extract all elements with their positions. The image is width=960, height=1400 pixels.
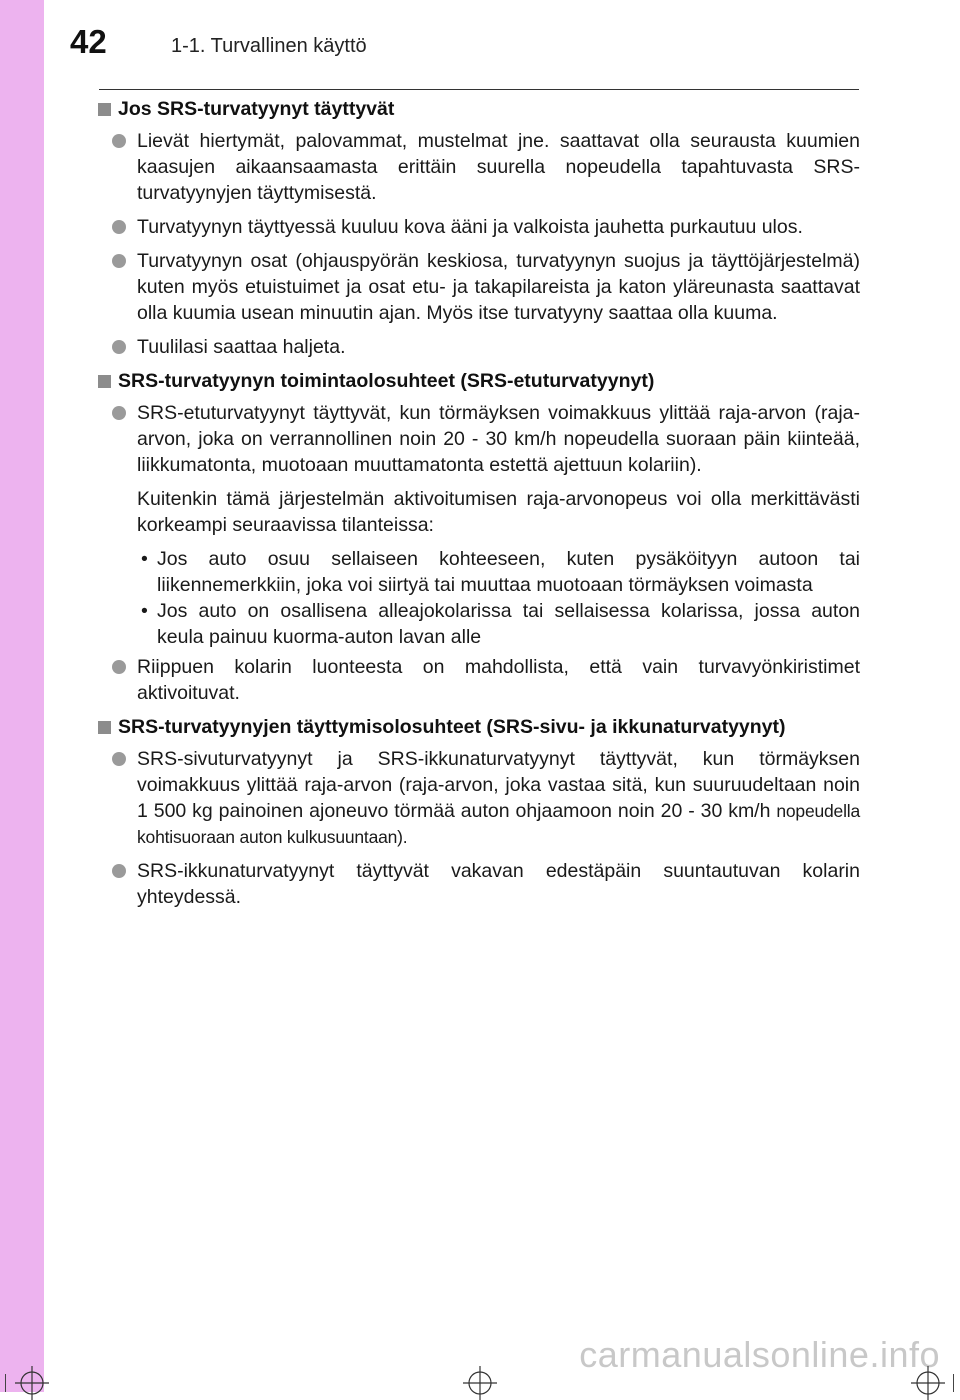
square-bullet-icon bbox=[98, 721, 111, 734]
sub-bullet-item: • Jos auto on osallisena alleajokolarissa tai sellaisessa kolarissa, jossa auton keula painuu kuorma-auton lavan alle bbox=[141, 600, 860, 648]
bullet-item: Lievät hiertymät, palovammat, mustelmat jne. saattavat olla seurausta kuumien kaasujen aikaansaamasta erittäin suurella nopeudella tapahtuvasta SRS-turvatyynyjen täyttymisestä. bbox=[98, 128, 860, 206]
bullet-item: Turvatyynyn osat (ohjauspyörän keskiosa, turvatyynyn suojus ja täyttöjärjestelmä) kuten myös etuistuimet ja osat etu- ja takapilareista ja katon yläreunasta saattavat olla kuumia usean minuutin ajan. Myös itse turvatyyny saattaa olla kuuma. bbox=[98, 248, 860, 326]
bullet-item-tail: nopeudella kohtisuoraan auton kulkusuuntaan). bbox=[137, 801, 860, 847]
registration-mark-icon bbox=[911, 1366, 945, 1400]
circle-bullet-icon bbox=[112, 660, 126, 674]
circle-bullet-icon bbox=[112, 752, 126, 766]
circle-bullet-icon bbox=[112, 220, 126, 234]
registration-mark-icon bbox=[15, 1366, 49, 1400]
header-section-title: 1-1. Turvallinen käyttö bbox=[171, 35, 367, 57]
header-rule bbox=[99, 89, 859, 90]
crop-mark bbox=[953, 1374, 954, 1392]
section-heading: SRS-turvatyynyn toimintaolosuhteet (SRS-etuturvatyynyt) bbox=[98, 368, 860, 394]
bullet-item: Tuulilasi saattaa haljeta. bbox=[98, 334, 860, 360]
sub-bullet-glyph: • bbox=[141, 548, 148, 570]
bullet-item: SRS-etuturvatyynyt täyttyvät, kun törmäyksen voimakkuus ylittää raja-arvon (raja-arvon, joka on verrannollinen noin 20 - 30 km/h nopeudella suoraan päin kiinteää, liikkumatonta, muotoaan muuttamatonta estettä ajettuun kolariin). bbox=[98, 400, 860, 478]
crop-mark bbox=[5, 1374, 6, 1392]
bullet-item: SRS-sivuturvatyynyt ja SRS-ikkunaturvatyynyt täyttyvät, kun törmäyksen voimakkuus ylittää raja-arvon (raja-arvon, joka vastaa sitä, kun suuruudeltaan noin 1 500 kg painoinen ajoneuvo törmää auton ohjaamoon noin 20 - 30 km/h nopeudella kohtisuoraan auton kulkusuuntaan). bbox=[98, 746, 860, 850]
content bbox=[98, 96, 860, 918]
paragraph: Kuitenkin tämä järjestelmän aktivoitumisen raja-arvonopeus voi olla merkittävästi korkeampi seuraavissa tilanteissa: bbox=[137, 488, 860, 536]
section-heading: SRS-turvatyynyjen täyttymisolosuhteet (SRS-sivu- ja ikkunaturvatyynyt) bbox=[98, 714, 860, 740]
square-bullet-icon bbox=[98, 103, 111, 116]
section-heading: Jos SRS-turvatyynyt täyttyvät bbox=[98, 96, 860, 122]
circle-bullet-icon bbox=[112, 864, 126, 878]
circle-bullet-icon bbox=[112, 406, 126, 420]
circle-bullet-icon bbox=[112, 134, 126, 148]
side-tab bbox=[0, 0, 44, 1392]
page-number: 42 bbox=[70, 23, 107, 60]
circle-bullet-icon bbox=[112, 340, 126, 354]
watermark-text: carmanualsonline.info bbox=[579, 1334, 940, 1375]
bullet-item: SRS-ikkunaturvatyynyt täyttyvät vakavan edestäpäin suuntautuvan kolarin yhteydessä. bbox=[98, 858, 860, 910]
bullet-item: Riippuen kolarin luonteesta on mahdollista, että vain turvavyönkiristimet aktivoituvat. bbox=[98, 654, 860, 706]
sub-bullet-glyph: • bbox=[141, 600, 148, 622]
bullet-item: Turvatyynyn täyttyessä kuuluu kova ääni ja valkoista jauhetta purkautuu ulos. bbox=[98, 214, 860, 240]
registration-mark-icon bbox=[463, 1366, 497, 1400]
sub-bullet-item: • Jos auto osuu sellaiseen kohteeseen, kuten pysäköityyn autoon tai liikennemerkkiin, joka voi siirtyä tai muuttaa muotoaan törmäyksen voimasta bbox=[141, 548, 860, 596]
circle-bullet-icon bbox=[112, 254, 126, 268]
square-bullet-icon bbox=[98, 375, 111, 388]
